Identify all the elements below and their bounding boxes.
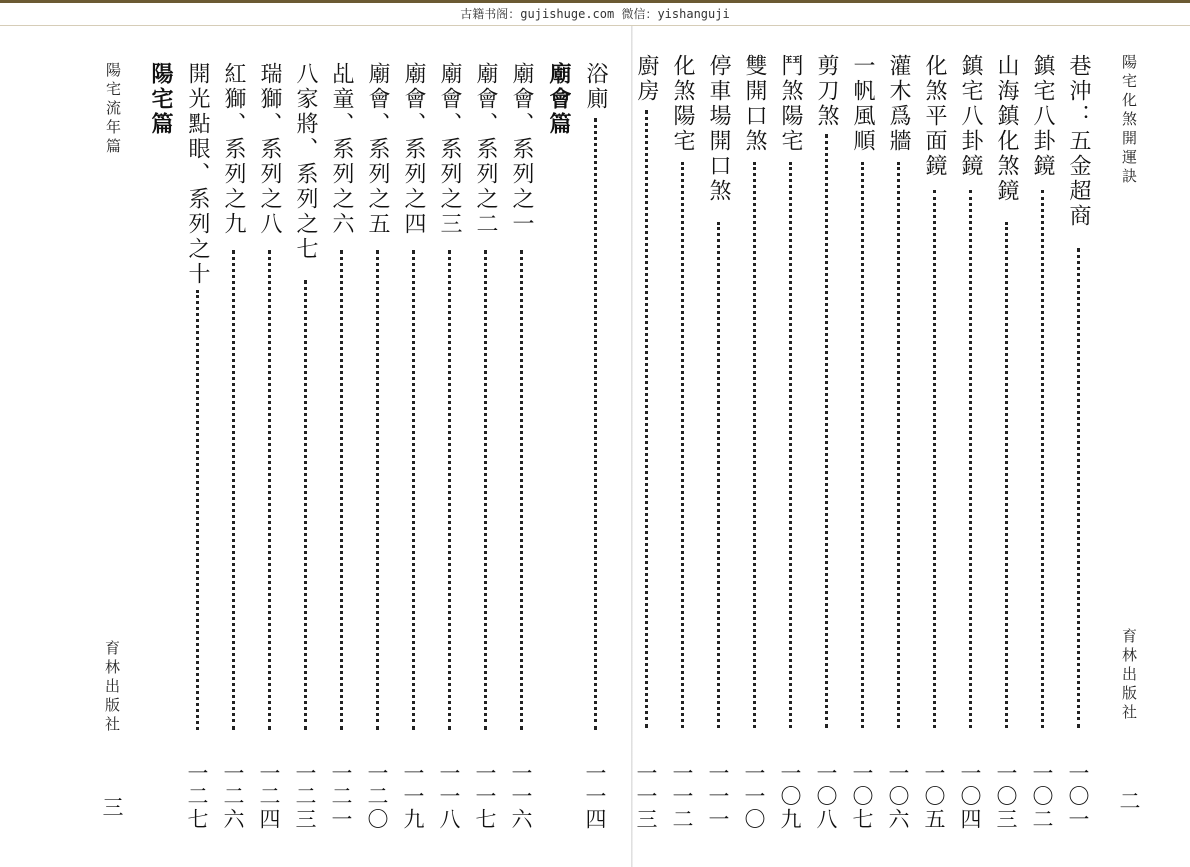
toc-leader-dots	[520, 250, 523, 730]
toc-entry-title: 灌木爲牆	[886, 54, 911, 154]
toc-entry-title: 化煞平面鏡	[922, 54, 947, 179]
toc-entry-title: 廟會、系列之二	[473, 62, 498, 237]
toc-leader-dots	[304, 280, 307, 730]
toc-entry-page: 一〇五	[922, 762, 946, 831]
toc-leader-dots	[448, 250, 451, 730]
toc-entry-title: 瑞獅、系列之八	[257, 62, 282, 237]
toc-entry-page: 一〇一	[1066, 762, 1090, 831]
toc-entry-title: 紅獅、系列之九	[221, 62, 246, 237]
toc-leader-dots	[1005, 222, 1008, 728]
toc-entry-page: 一〇四	[958, 762, 982, 831]
toc-entry-title: 乩童、系列之六	[329, 62, 354, 237]
toc-entry-title: 廟會、系列之一	[509, 62, 534, 237]
toc-leader-dots	[484, 250, 487, 730]
toc-entry-title: 廟會、系列之四	[401, 62, 426, 237]
section-heading: 廟會篇	[546, 62, 572, 137]
toc-leader-dots	[376, 250, 379, 730]
toc-entry-page: 一一三	[634, 762, 658, 831]
toc-entry-page: 一二四	[257, 762, 281, 831]
page-fold	[631, 26, 633, 867]
toc-entry-title: 剪刀煞	[814, 54, 839, 129]
left-page-number: 三	[100, 796, 124, 819]
toc-leader-dots	[717, 222, 720, 728]
banner-text: 古籍书阁：gujishuge.com 微信：yishanguji	[460, 7, 730, 21]
toc-leader-dots	[933, 190, 936, 728]
toc-leader-dots	[861, 162, 864, 728]
toc-entry-page: 一二〇	[365, 762, 389, 831]
toc-entry-page: 一一六	[509, 762, 533, 831]
toc-entry-page: 一一七	[473, 762, 497, 831]
toc-leader-dots	[232, 250, 235, 730]
toc-entry-page: 一二三	[293, 762, 317, 831]
toc-entry-page: 一一四	[583, 762, 607, 831]
toc-entry-title: 鎮宅八卦鏡	[958, 54, 983, 179]
toc-leader-dots	[1041, 190, 1044, 728]
toc-entry-page: 一〇八	[814, 762, 838, 831]
toc-entry-title: 鬥煞陽宅	[778, 54, 803, 154]
toc-entry-page: 一一一	[706, 762, 730, 831]
toc-entry-page: 一〇二	[1030, 762, 1054, 831]
toc-leader-dots	[412, 250, 415, 730]
section-heading: 陽宅篇	[148, 62, 174, 137]
toc-entry-title: 廟會、系列之五	[365, 62, 390, 237]
toc-entry-title: 雙開口煞	[742, 54, 767, 154]
toc-entry-title: 廟會、系列之三	[437, 62, 462, 237]
toc-leader-dots	[645, 110, 648, 728]
toc-entry-page: 一二七	[185, 762, 209, 831]
right-page-number: 二	[1117, 790, 1141, 813]
toc-entry-page: 一〇七	[850, 762, 874, 831]
toc-entry-title: 化煞陽宅	[670, 54, 695, 154]
toc-entry-title: 鎮宅八卦鏡	[1030, 54, 1055, 179]
toc-leader-dots	[340, 250, 343, 730]
toc-entry-page: 一〇三	[994, 762, 1018, 831]
right-page-publisher: 育林出版社	[1120, 628, 1138, 723]
toc-entry-page: 一二六	[221, 762, 245, 831]
site-banner	[0, 0, 1190, 26]
toc-leader-dots	[196, 290, 199, 730]
toc-entry-title: 一帆風順	[850, 54, 875, 154]
toc-entry-page: 一〇六	[886, 762, 910, 831]
toc-entry-title: 停車場開口煞	[706, 54, 731, 204]
left-page-publisher: 育林出版社	[103, 640, 121, 735]
toc-entry-page: 一〇九	[778, 762, 802, 831]
toc-leader-dots	[681, 162, 684, 728]
toc-entry-page: 一一〇	[742, 762, 766, 831]
toc-leader-dots	[789, 162, 792, 728]
toc-leader-dots	[594, 118, 597, 730]
toc-entry-page: 一一八	[437, 762, 461, 831]
toc-leader-dots	[1077, 248, 1080, 728]
left-page-header: 陽宅流年篇	[104, 62, 122, 157]
toc-entry-title: 八家將、系列之七	[293, 62, 318, 262]
toc-leader-dots	[825, 134, 828, 728]
toc-entry-title: 山海鎮化煞鏡	[994, 54, 1019, 204]
toc-entry-page: 一一二	[670, 762, 694, 831]
toc-entry-page: 一二一	[329, 762, 353, 831]
toc-leader-dots	[969, 190, 972, 728]
toc-entry-page: 一一九	[401, 762, 425, 831]
toc-entry-title: 開光點眼、系列之十	[185, 62, 210, 287]
right-page-header: 陽宅化煞開運訣	[1120, 54, 1138, 187]
toc-leader-dots	[897, 162, 900, 728]
toc-entry-title: 巷沖：五金超商	[1066, 54, 1091, 229]
toc-entry-title: 浴廁	[583, 62, 608, 112]
toc-entry-title: 廚房	[634, 54, 659, 104]
toc-leader-dots	[268, 250, 271, 730]
toc-leader-dots	[753, 162, 756, 728]
